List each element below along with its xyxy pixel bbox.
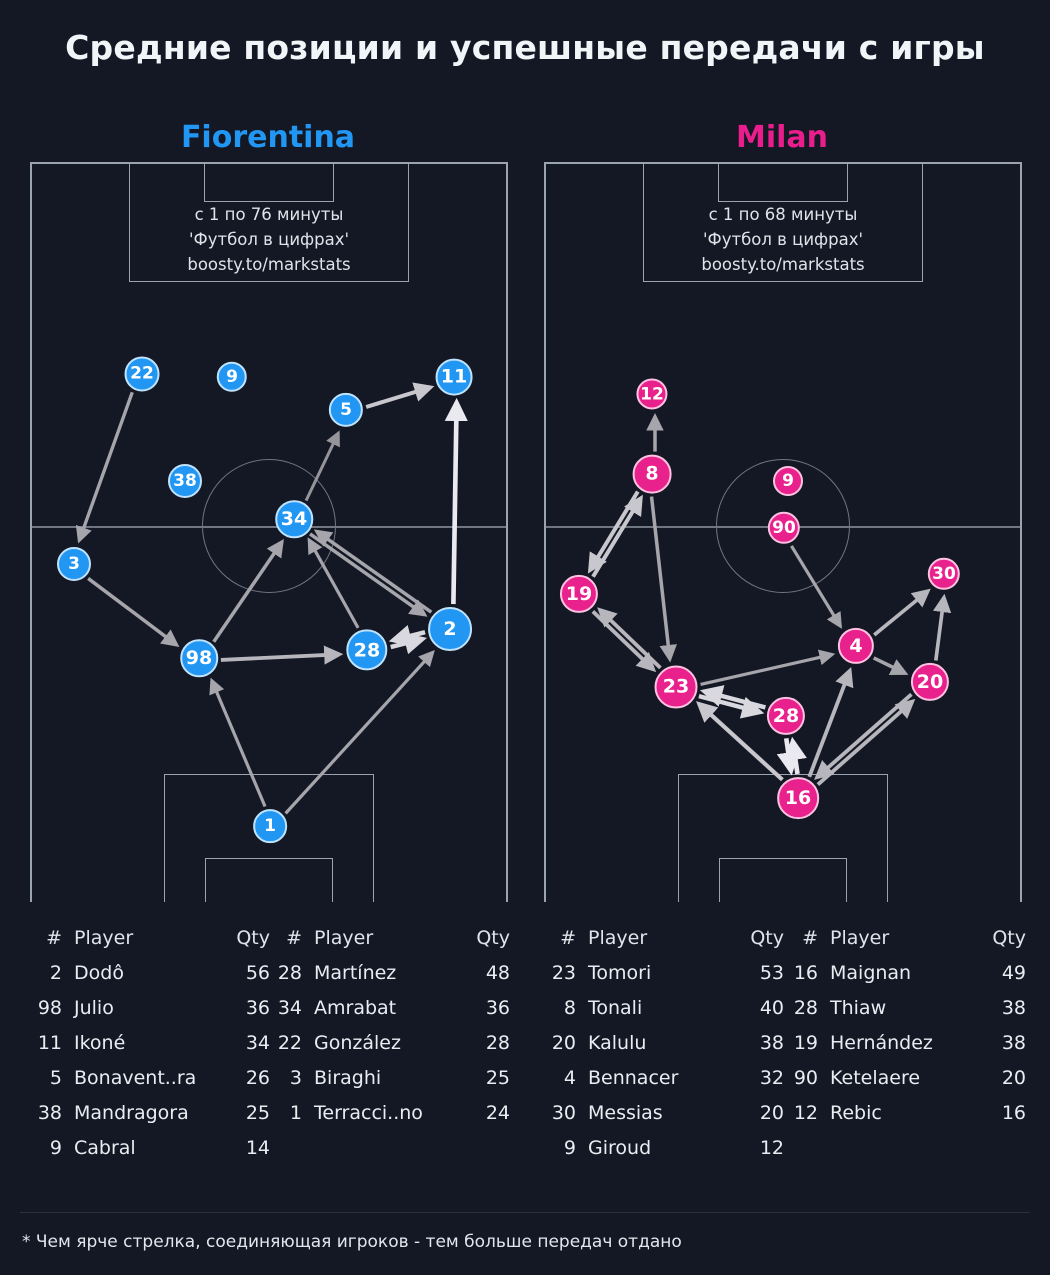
- column-header-num: #: [560, 926, 576, 949]
- cell-qty: 36: [245, 996, 270, 1019]
- table-row: [262, 1060, 510, 1095]
- cell-num: 8: [563, 996, 576, 1019]
- table-row: [778, 990, 1026, 1025]
- cell-player: Martínez: [314, 961, 397, 984]
- note-link-b: boosty.to/markstats: [701, 255, 865, 274]
- cell-qty: 49: [1001, 961, 1026, 984]
- player-node-98[interactable]: 98: [180, 639, 218, 677]
- table-row: [22, 1025, 270, 1060]
- table-row: [778, 1025, 1026, 1060]
- player-node-28[interactable]: 28: [346, 629, 387, 670]
- table-row: [262, 955, 510, 990]
- table-row: [536, 1130, 784, 1165]
- table-header-row: [262, 920, 510, 955]
- cell-qty: 40: [759, 996, 784, 1019]
- cell-num: 2: [49, 961, 62, 984]
- team-a-title: Fiorentina: [180, 120, 356, 155]
- player-node-22[interactable]: 22: [125, 357, 160, 392]
- cell-num: 90: [793, 1066, 818, 1089]
- column-header-qty: Qty: [750, 926, 784, 949]
- player-node-16[interactable]: 16: [777, 777, 819, 819]
- table-header-row: [536, 920, 784, 955]
- note-minutes-b: с 1 по 68 минуты: [708, 205, 858, 224]
- table-fiorentina-right: [262, 920, 510, 1130]
- player-node-5[interactable]: 5: [329, 393, 363, 427]
- column-header-num: #: [286, 926, 302, 949]
- cell-player: Rebic: [830, 1101, 882, 1124]
- cell-num: 98: [37, 996, 62, 1019]
- table-row: [536, 1025, 784, 1060]
- cell-num: 1: [289, 1101, 302, 1124]
- player-node-4[interactable]: 4: [838, 628, 874, 664]
- cell-qty: 28: [485, 1031, 510, 1054]
- player-node-34[interactable]: 34: [275, 500, 313, 538]
- page-title: Средние позиции и успешные передачи с игры: [65, 28, 985, 67]
- column-header-num: #: [46, 926, 62, 949]
- cell-num: 34: [277, 996, 302, 1019]
- cell-qty: 56: [245, 961, 270, 984]
- player-node-23[interactable]: 23: [655, 666, 698, 709]
- table-row: [536, 955, 784, 990]
- table-row: [262, 1025, 510, 1060]
- table-row: [778, 1060, 1026, 1095]
- player-node-90[interactable]: 90: [768, 512, 800, 544]
- column-header-player: Player: [830, 926, 890, 949]
- cell-player: Mandragora: [74, 1101, 189, 1124]
- cell-num: 19: [793, 1031, 818, 1054]
- cell-player: Amrabat: [314, 996, 397, 1019]
- cell-player: Ketelaere: [830, 1066, 921, 1089]
- cell-player: Dodô: [74, 961, 124, 984]
- cell-num: 16: [793, 961, 818, 984]
- cell-num: 3: [289, 1066, 302, 1089]
- player-node-11[interactable]: 11: [436, 359, 473, 396]
- cell-num: 28: [793, 996, 818, 1019]
- player-node-12[interactable]: 12: [636, 378, 667, 409]
- cell-player: Messias: [588, 1101, 663, 1124]
- player-node-8[interactable]: 8: [633, 455, 672, 494]
- column-header-qty: Qty: [236, 926, 270, 949]
- team-b-title: Milan: [735, 120, 829, 155]
- cell-qty: 38: [1001, 996, 1026, 1019]
- cell-num: 11: [37, 1031, 62, 1054]
- table-row: [778, 955, 1026, 990]
- table-row: [22, 1060, 270, 1095]
- cell-player: Kalulu: [588, 1031, 647, 1054]
- cell-player: Bonavent..ra: [74, 1066, 197, 1089]
- cell-player: Ikoné: [74, 1031, 126, 1054]
- cell-qty: 14: [245, 1136, 270, 1159]
- cell-player: Biraghi: [314, 1066, 382, 1089]
- player-node-28[interactable]: 28: [767, 697, 805, 735]
- cell-num: 22: [277, 1031, 302, 1054]
- cell-qty: 25: [245, 1101, 270, 1124]
- column-header-player: Player: [314, 926, 374, 949]
- table-row: [22, 990, 270, 1025]
- footer-divider: [20, 1212, 1030, 1213]
- note-source-a: 'Футбол в цифрах': [188, 230, 350, 249]
- cell-num: 9: [49, 1136, 62, 1159]
- cell-num: 30: [551, 1101, 576, 1124]
- cell-qty: 34: [245, 1031, 270, 1054]
- cell-player: Cabral: [74, 1136, 136, 1159]
- note-link-a: boosty.to/markstats: [187, 255, 351, 274]
- column-header-player: Player: [74, 926, 134, 949]
- table-row: [262, 990, 510, 1025]
- footnote: * Чем ярче стрелка, соединяющая игроков - тем больше передач отдано: [22, 1232, 682, 1252]
- column-header-player: Player: [588, 926, 648, 949]
- cell-player: Maignan: [830, 961, 912, 984]
- table-row: [536, 990, 784, 1025]
- cell-player: Terracci..no: [314, 1101, 423, 1124]
- cell-qty: 20: [759, 1101, 784, 1124]
- table-row: [22, 1130, 270, 1165]
- player-node-9[interactable]: 9: [773, 466, 803, 496]
- table-header-row: [22, 920, 270, 955]
- table-row: [536, 1060, 784, 1095]
- cell-qty: 38: [1001, 1031, 1026, 1054]
- table-fiorentina-left: [22, 920, 270, 1165]
- cell-num: 23: [551, 961, 576, 984]
- cell-player: Bennacer: [588, 1066, 679, 1089]
- pitch-fiorentina: [30, 162, 508, 902]
- cell-num: 4: [563, 1066, 576, 1089]
- cell-player: Thiaw: [830, 996, 887, 1019]
- player-node-2[interactable]: 2: [428, 607, 472, 651]
- player-node-9[interactable]: 9: [217, 362, 247, 392]
- cell-player: Tonali: [588, 996, 643, 1019]
- player-node-20[interactable]: 20: [911, 663, 949, 701]
- note-minutes-a: с 1 по 76 минуты: [194, 205, 344, 224]
- cell-num: 5: [49, 1066, 62, 1089]
- table-milan-left: [536, 920, 784, 1165]
- cell-qty: 20: [1001, 1066, 1026, 1089]
- cell-qty: 48: [485, 961, 510, 984]
- cell-player: Hernández: [830, 1031, 933, 1054]
- table-row: [262, 1095, 510, 1130]
- cell-qty: 36: [485, 996, 510, 1019]
- column-header-num: #: [802, 926, 818, 949]
- cell-num: 12: [793, 1101, 818, 1124]
- cell-qty: 24: [485, 1101, 510, 1124]
- player-node-1[interactable]: 1: [253, 809, 287, 843]
- cell-qty: 32: [759, 1066, 784, 1089]
- table-row: [22, 1095, 270, 1130]
- note-source-b: 'Футбол в цифрах': [702, 230, 864, 249]
- cell-num: 9: [563, 1136, 576, 1159]
- table-row: [22, 955, 270, 990]
- cell-qty: 53: [759, 961, 784, 984]
- cell-qty: 16: [1001, 1101, 1026, 1124]
- cell-player: Tomori: [588, 961, 652, 984]
- pitch-milan: [544, 162, 1022, 902]
- cell-player: González: [314, 1031, 401, 1054]
- table-row: [778, 1095, 1026, 1130]
- cell-qty: 25: [485, 1066, 510, 1089]
- cell-num: 28: [277, 961, 302, 984]
- cell-player: Giroud: [588, 1136, 652, 1159]
- player-node-19[interactable]: 19: [560, 575, 598, 613]
- player-node-3[interactable]: 3: [57, 547, 91, 581]
- player-node-38[interactable]: 38: [168, 464, 202, 498]
- pass-network-fiorentina: [32, 164, 506, 902]
- cell-num: 20: [551, 1031, 576, 1054]
- cell-qty: 26: [245, 1066, 270, 1089]
- cell-player: Julio: [74, 996, 114, 1019]
- table-row: [536, 1095, 784, 1130]
- column-header-qty: Qty: [992, 926, 1026, 949]
- player-node-30[interactable]: 30: [928, 558, 960, 590]
- cell-num: 38: [37, 1101, 62, 1124]
- table-milan-right: [778, 920, 1026, 1130]
- cell-qty: 38: [759, 1031, 784, 1054]
- column-header-qty: Qty: [476, 926, 510, 949]
- table-header-row: [778, 920, 1026, 955]
- cell-qty: 12: [759, 1136, 784, 1159]
